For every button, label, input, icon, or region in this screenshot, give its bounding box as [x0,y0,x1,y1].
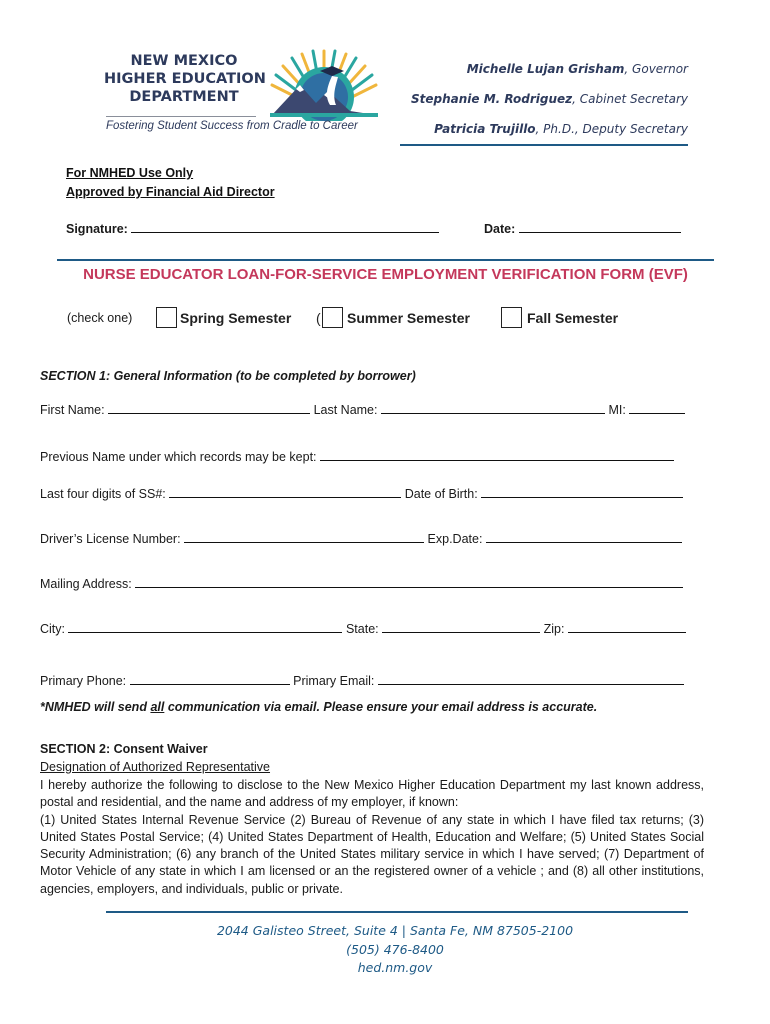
signature-label: Signature: [66,222,128,236]
ssn-dob-row [40,487,683,501]
fall-semester-checkbox[interactable] [501,307,522,328]
check-one-label: (check one) [67,311,133,325]
mi-label: MI: [608,403,626,417]
contact-row [40,674,684,688]
section1-heading: SECTION 1: General Information (to be completed by borrower) [40,369,416,383]
footer-address: 2044 Galisteo Street, Suite 4 | Santa Fe, NM 87505-2100 [216,923,574,938]
spring-semester-label: Spring Semester [180,310,292,326]
approval-label: Approved by Financial Aid Director [66,185,275,199]
official-deputy-secretary: Patricia Trujillo, Ph.D., Deputy Secretary [434,122,688,136]
first-name-label: First Name: [40,403,105,417]
dob-label: Date of Birth: [404,487,478,501]
zip-field[interactable] [568,622,686,633]
state-field[interactable] [382,622,540,633]
footer-divider [106,911,688,913]
section2-heading: SECTION 2: Consent Waiver [40,742,208,756]
previous-name-field[interactable] [320,450,674,461]
summer-semester-checkbox[interactable] [322,307,343,328]
date-row [484,221,681,236]
email-label: Primary Email: [293,674,375,688]
tagline-divider [106,116,256,117]
org-name-line1: NEW MEXICO [130,53,238,69]
consent-paragraph-2: (1) United States Internal Revenue Service (2) Bureau of Revenue of any state in which I have filed tax returns; (3) United States Postal Service; (4) United States Department of Health, Education and Welfare; (5) United States Social Security Administration; (6) any branch of the United States military service in which I have served; (7) Department of Motor Vehicle of any state in which I am licensed or an the registered owner of a vehicle ; and (8) all other institutions, agencies, employers, and individuals, public or private. [40,812,704,896]
footer-phone: (505) 476-8400 [346,941,444,957]
spring-semester-checkbox[interactable] [156,307,177,328]
ssn-label: Last four digits of SS#: [40,487,166,501]
city-label: City: [40,622,65,636]
last-name-label: Last Name: [313,403,378,417]
consent-paragraph-1: I hereby authorize the following to disclose to the New Mexico Higher Education Department my last known address, postal and residential, and the name and address of my employer, if known: [40,778,704,810]
officials-list [411,60,688,150]
mailing-row [40,577,683,591]
zip-label: Zip: [543,622,565,636]
footer [0,922,770,978]
license-field[interactable] [184,532,424,543]
license-row [40,532,682,546]
approval-date-field[interactable] [519,221,681,233]
header-divider [400,144,688,146]
phone-field[interactable] [130,674,290,685]
license-label: Driver’s License Number: [40,532,181,546]
ssn-field[interactable] [169,487,401,498]
office-use-label: For NMHED Use Only [66,166,194,180]
org-name-line3: DEPARTMENT [129,89,239,105]
section2-subheading: Designation of Authorized Representative [40,760,271,774]
name-row [40,403,685,417]
date-label: Date: [484,222,516,236]
previous-name-row [40,450,674,464]
fall-semester-label: Fall Semester [527,310,619,326]
first-name-field[interactable] [108,403,310,414]
state-label: State: [345,622,379,636]
title-divider [57,259,714,261]
signature-row [66,221,439,236]
city-state-zip-row [40,622,686,636]
summer-semester-label: Summer Semester [347,310,470,326]
sun-mountains-graduate-icon [266,45,382,121]
city-field[interactable] [68,622,342,633]
exp-date-label: Exp.Date: [427,532,483,546]
previous-name-label: Previous Name under which records may be kept: [40,450,317,464]
official-governor: Michelle Lujan Grisham, Governor [466,62,688,76]
form-title: NURSE EDUCATOR LOAN-FOR-SERVICE EMPLOYMENT VERIFICATION FORM (EVF) [83,266,688,283]
email-field[interactable] [378,674,684,685]
dob-field[interactable] [481,487,683,498]
mailing-address-field[interactable] [135,577,683,588]
tagline: Fostering Student Success from Cradle to Career [106,120,358,132]
signature-field[interactable] [131,221,439,233]
org-name [104,52,264,106]
mailing-address-label: Mailing Address: [40,577,132,591]
consent-text [40,777,704,898]
stray-paren: ( [316,310,321,326]
org-name-line2: HIGHER EDUCATION [104,71,266,87]
official-cabinet-secretary: Stephanie M. Rodriguez, Cabinet Secretary [411,92,688,106]
email-notice: *NMHED will send all communication via email. Please ensure your email address is accurate. [40,700,598,714]
last-name-field[interactable] [381,403,605,414]
office-use-block [66,164,275,202]
phone-label: Primary Phone: [40,674,127,688]
footer-website[interactable]: hed.nm.gov [357,960,433,975]
exp-date-field[interactable] [486,532,682,543]
mi-field[interactable] [629,403,685,414]
